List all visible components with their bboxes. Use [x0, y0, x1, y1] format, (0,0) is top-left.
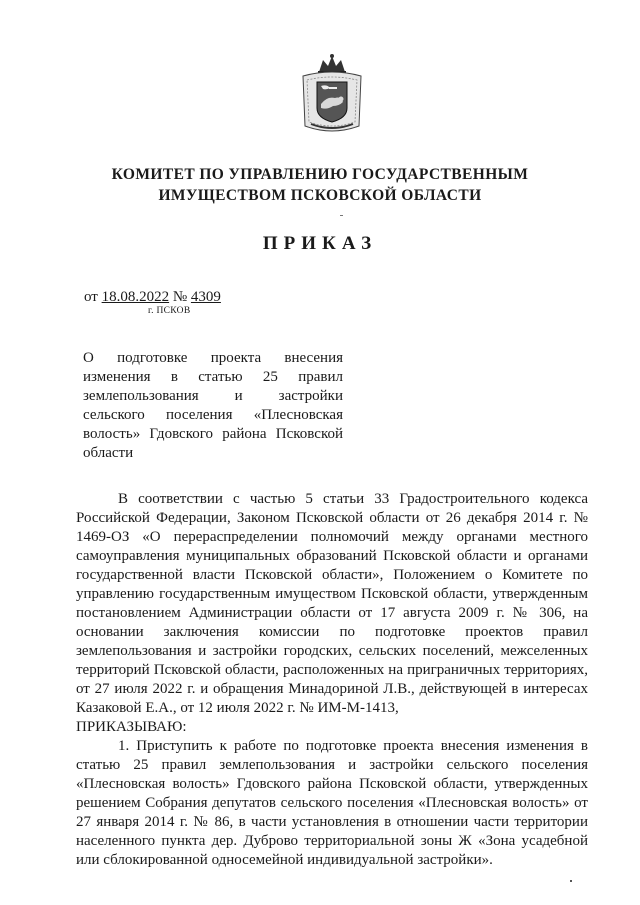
order-subject: О подготовке проекта внесения изменения в статью 25 правил землепользования и застройки сельского поселения «Плесновская волость» Гдовского района Псковской области: [83, 350, 343, 461]
document-type-title: ПРИКАЗ: [262, 233, 378, 254]
scan-mark-corner: [570, 880, 572, 882]
organization-name: [60, 164, 580, 206]
date-prefix: от: [84, 289, 98, 305]
item-1-paragraph: 1. Приступить к работе по подготовке проекта внесения изменения в статью 25 правил землепользования и застройки сельского поселения «Плесновская волость» Гдовского района Псковской области, утвержденных решением Собрания депутатов сельского поселения «Плесновская волость» от 27 января 2014 г. № 86, в части установления в отношении части территории населенного пункта дер. Дуброво территориальной зоны Ж «Зона усадебной или сблокированной односемейной индивидуальной застройки».: [76, 738, 588, 868]
order-number: 4309: [190, 289, 221, 305]
organization-name-line-2: ИМУЩЕСТВОМ ПСКОВСКОЙ ОБЛАСТИ: [158, 187, 482, 204]
scan-mark: [340, 215, 343, 216]
order-word: ПРИКАЗЫВАЮ:: [76, 719, 187, 735]
preamble-paragraph: В соответствии с частью 5 статьи 33 Градостроительного кодекса Российской Федерации, Законом Псковской области от 26 декабря 2014 г. № 1469-ОЗ «О перераспределении полномочий между органами местного самоуправления муниципальных образований Псковской области и органами государственной власти Псковской области», Положением о Комитете по управлению государственным имуществом Псковской области, утвержденным постановлением Администрации области от 17 августа 2009 г. № 306, на основании заключения комиссии по подготовке проектов правил землепользования и застройки городских, сельских поселений, межселенных территорий Псковской области, расположенных на приграничных территориях, от 27 июля 2022 г. и обращения Минадориной Л.В., действующей в интересах Казаковой Е.А., от 12 июля 2022 г. № ИМ-М-1413,: [76, 491, 588, 716]
coat-of-arms-icon: [297, 52, 367, 136]
organization-name-line-1: КОМИТЕТ ПО УПРАВЛЕНИЮ ГОСУДАРСТВЕННЫМ: [111, 166, 529, 183]
number-sign: №: [172, 289, 188, 305]
city-label: г. ПСКОВ: [148, 306, 191, 316]
order-body: [76, 490, 588, 870]
date-and-number-line: [84, 289, 221, 306]
order-date: 18.08.2022: [101, 289, 170, 305]
